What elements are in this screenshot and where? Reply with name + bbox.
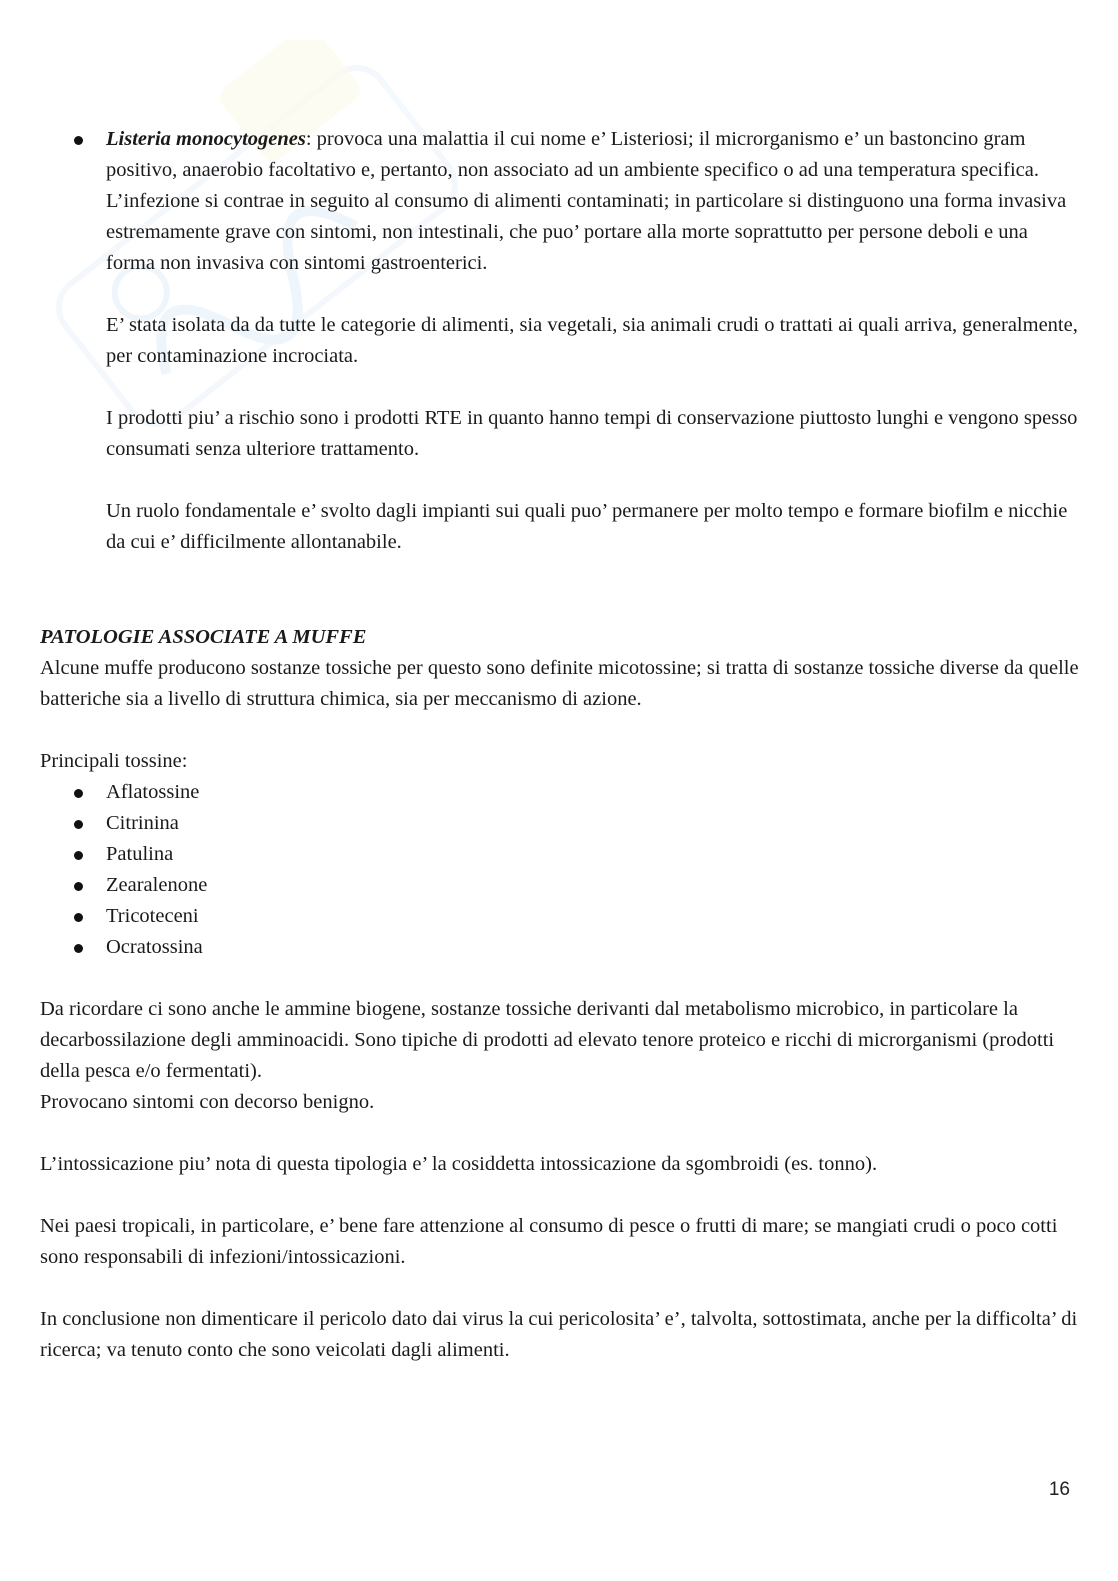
- list-item: Citrinina: [40, 808, 1080, 839]
- toxins-list: [40, 777, 1080, 963]
- list-item: Aflatossine: [40, 777, 1080, 808]
- listeria-paragraph-4: Un ruolo fondamentale e’ svolto dagli impianti sui quali puo’ permanere per molto tempo e formare biofilm e nicchie da cui e’ difficilmente allontanabile.: [106, 500, 1068, 553]
- listeria-intro-text: : provoca una malattia il cui nome e’ Listeriosi; il microrganismo e’ un bastoncino gram positivo, anaerobio facoltativo e, pertanto, non associato ad un ambiente specifico o ad una temperatura specifica.: [106, 128, 1039, 181]
- bullet-icon: [74, 789, 83, 798]
- closing-paragraph-5: In conclusione non dimenticare il pericolo dato dai virus la cui pericolosita’ e’, talvolta, sottostimata, anche per la difficolta’ di ricerca; va tenuto conto che sono veicolati dagli alimenti.: [40, 1308, 1078, 1361]
- page-number: 16: [1048, 1479, 1070, 1500]
- muffe-intro: Alcune muffe producono sostanze tossiche per questo sono definite micotossine; si tratta di sostanze tossiche diverse da quelle batteriche sia a livello di struttura chimica, sia per meccanismo di azione.: [40, 657, 1079, 710]
- list-item: Tricoteceni: [40, 901, 1080, 932]
- page-content: [40, 124, 1080, 1366]
- listeria-paragraph-2: E’ stata isolata da da tutte le categorie di alimenti, sia vegetali, sia animali crudi o trattati ai quali arriva, generalmente, per contaminazione incrociata.: [106, 314, 1078, 367]
- bullet-icon: [74, 882, 83, 891]
- bullet-icon: [74, 944, 83, 953]
- listeria-term: Listeria monocytogenes: [106, 128, 306, 150]
- listeria-paragraph-1: L’infezione si contrae in seguito al consumo di alimenti contaminati; in particolare si distinguono una forma invasiva estremamente grave con sintomi, non intestinali, che puo’ portare alla morte soprattutto per persone deboli e una forma non invasiva con sintomi gastroenterici.: [106, 190, 1067, 274]
- bullet-icon: [74, 136, 83, 145]
- toxins-list-label: Principali tossine:: [40, 750, 188, 772]
- list-item: Zearalenone: [40, 870, 1080, 901]
- bullet-icon: [74, 851, 83, 860]
- section-heading-muffe: PATOLOGIE ASSOCIATE A MUFFE: [40, 626, 367, 648]
- closing-paragraph-4: Nei paesi tropicali, in particolare, e’ bene fare attenzione al consumo di pesce o frutti di mare; se mangiati crudi o poco cotti sono responsabili di infezioni/intossicazioni.: [40, 1215, 1058, 1268]
- listeria-bullet: [40, 124, 1080, 558]
- listeria-paragraph-3: I prodotti piu’ a rischio sono i prodotti RTE in quanto hanno tempi di conservazione piuttosto lunghi e vengono spesso consumati senza ulteriore trattamento.: [106, 407, 1078, 460]
- bullet-icon: [74, 913, 83, 922]
- list-item: Patulina: [40, 839, 1080, 870]
- closing-paragraph-2: Provocano sintomi con decorso benigno.: [40, 1091, 375, 1113]
- closing-paragraph-3: L’intossicazione piu’ nota di questa tipologia e’ la cosiddetta intossicazione da sgombroidi (es. tonno).: [40, 1153, 878, 1175]
- list-item: Ocratossina: [40, 932, 1080, 963]
- listeria-intro: [106, 124, 1080, 186]
- bullet-icon: [74, 820, 83, 829]
- closing-paragraph-1: Da ricordare ci sono anche le ammine biogene, sostanze tossiche derivanti dal metabolismo microbico, in particolare la decarbossilazione degli amminoacidi. Sono tipiche di prodotti ad elevato tenore proteico e ricchi di microrganismi (prodotti della pesca e/o fermentati).: [40, 998, 1055, 1082]
